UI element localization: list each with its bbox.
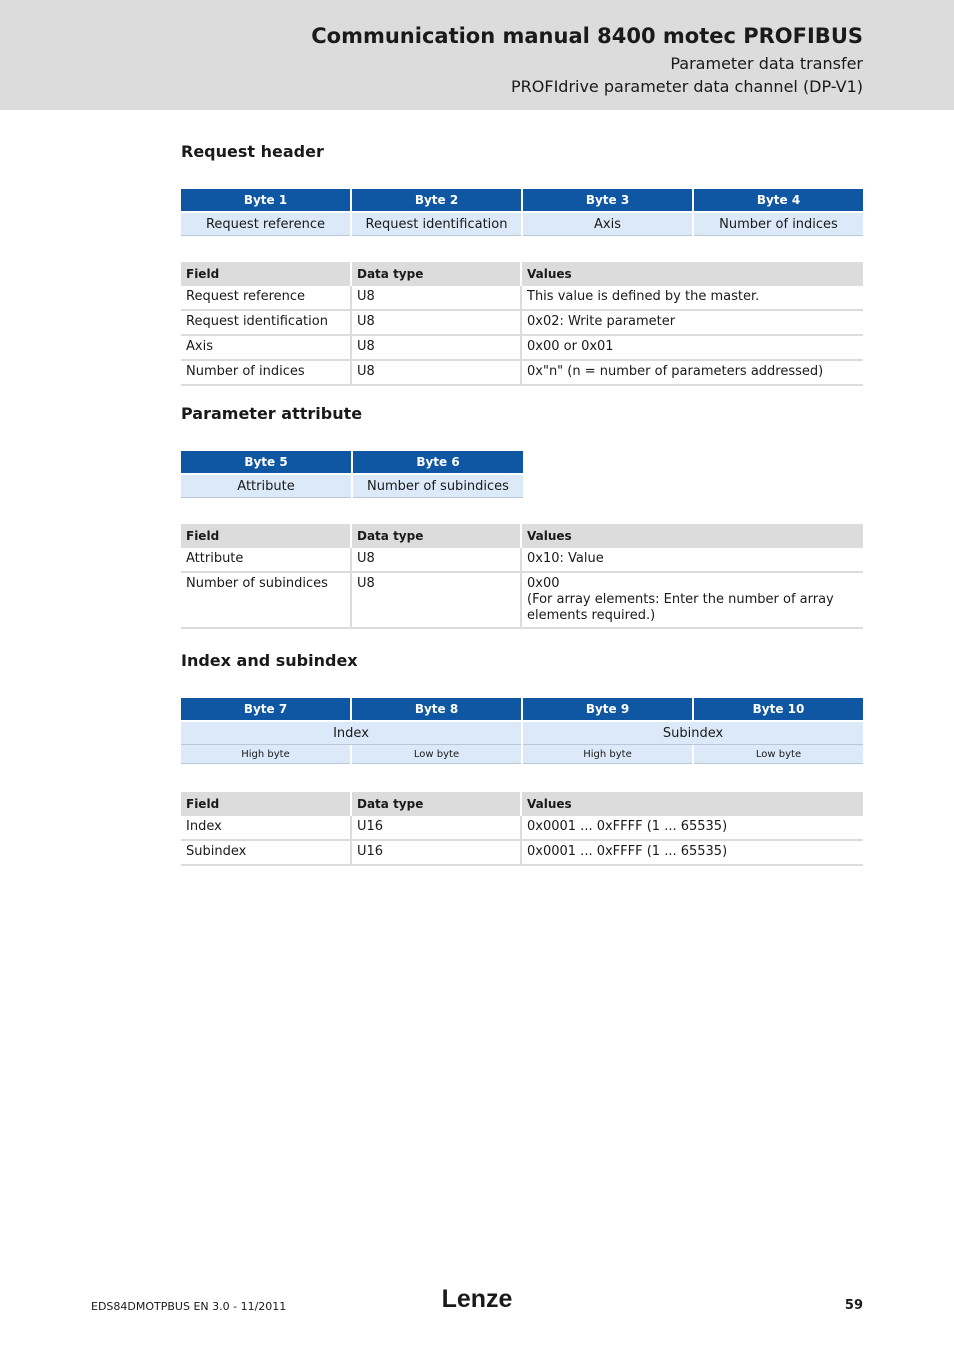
section-title-index-subindex: Index and subindex	[181, 651, 358, 670]
column-header: Data type	[351, 262, 521, 286]
byte-value: Request identification	[352, 211, 521, 236]
byte-group: Subindex	[523, 720, 863, 745]
column-header: Field	[181, 792, 351, 816]
field-cell: Request reference	[181, 286, 351, 310]
table-row	[181, 360, 863, 385]
column-header: Values	[521, 792, 863, 816]
byte-value: Attribute	[181, 473, 351, 498]
parameter-attribute-byte-table	[179, 451, 525, 498]
table-row	[181, 816, 863, 840]
section-title-request-header: Request header	[181, 142, 324, 161]
logo-text: Lenze	[441, 1285, 513, 1313]
byte-header: Byte 1	[181, 189, 350, 211]
byte-header: Byte 8	[352, 698, 521, 720]
column-header: Data type	[351, 792, 521, 816]
section-path: PROFIdrive parameter data channel (DP-V1)	[511, 77, 863, 96]
column-header: Values	[521, 262, 863, 286]
table-row	[181, 840, 863, 865]
field-cell: Axis	[181, 335, 351, 360]
table-row	[181, 310, 863, 335]
values-note: (For array elements: Enter the number of array elements required.)	[527, 592, 834, 623]
byte-header: Byte 3	[523, 189, 692, 211]
column-header: Data type	[351, 524, 521, 548]
datatype-cell: U8	[351, 310, 521, 335]
values-cell	[521, 572, 863, 628]
lenze-logo	[437, 1285, 517, 1313]
document-title: Communication manual 8400 motec PROFIBUS	[311, 24, 863, 48]
field-cell: Attribute	[181, 548, 351, 572]
byte-header: Byte 4	[694, 189, 863, 211]
section-title-parameter-attribute: Parameter attribute	[181, 404, 363, 423]
column-header: Field	[181, 262, 351, 286]
byte-value: Number of indices	[694, 211, 863, 236]
page-number: 59	[844, 1298, 863, 1313]
datatype-cell: U16	[351, 816, 521, 840]
request-header-field-table	[181, 262, 863, 386]
field-cell: Subindex	[181, 840, 351, 865]
values-cell: 0x10: Value	[521, 548, 863, 572]
byte-sub: High byte	[181, 745, 350, 764]
byte-header: Byte 6	[353, 451, 523, 473]
values-cell: 0x"n" (n = number of parameters addressed)	[521, 360, 863, 385]
byte-sub: High byte	[523, 745, 692, 764]
byte-sub: Low byte	[352, 745, 521, 764]
table-row	[181, 548, 863, 572]
table-row	[181, 286, 863, 310]
field-cell: Number of indices	[181, 360, 351, 385]
byte-value: Axis	[523, 211, 692, 236]
field-cell: Number of subindices	[181, 572, 351, 628]
field-cell: Index	[181, 816, 351, 840]
values-cell: 0x0001 ... 0xFFFF (1 ... 65535)	[521, 816, 863, 840]
request-header-byte-table	[179, 189, 865, 236]
datatype-cell: U8	[351, 548, 521, 572]
column-header: Field	[181, 524, 351, 548]
table-row	[181, 572, 863, 628]
values-cell: This value is defined by the master.	[521, 286, 863, 310]
datatype-cell: U8	[351, 572, 521, 628]
document-id: EDS84DMOTPBUS EN 3.0 - 11/2011	[91, 1300, 287, 1313]
byte-value: Number of subindices	[353, 473, 523, 498]
byte-header: Byte 9	[523, 698, 692, 720]
datatype-cell: U8	[351, 360, 521, 385]
datatype-cell: U16	[351, 840, 521, 865]
field-cell: Request identification	[181, 310, 351, 335]
byte-header: Byte 7	[181, 698, 350, 720]
byte-header: Byte 2	[352, 189, 521, 211]
byte-group: Index	[181, 720, 521, 745]
byte-value: Request reference	[181, 211, 350, 236]
byte-header: Byte 5	[181, 451, 351, 473]
chapter-title: Parameter data transfer	[670, 54, 863, 73]
table-row	[181, 335, 863, 360]
column-header: Values	[521, 524, 863, 548]
datatype-cell: U8	[351, 335, 521, 360]
index-subindex-byte-table	[179, 698, 865, 764]
values-cell: 0x00 or 0x01	[521, 335, 863, 360]
datatype-cell: U8	[351, 286, 521, 310]
values-cell: 0x0001 ... 0xFFFF (1 ... 65535)	[521, 840, 863, 865]
values-cell: 0x02: Write parameter	[521, 310, 863, 335]
byte-header: Byte 10	[694, 698, 863, 720]
byte-sub: Low byte	[694, 745, 863, 764]
index-subindex-field-table	[181, 792, 863, 866]
values-line: 0x00	[527, 576, 560, 591]
parameter-attribute-field-table	[181, 524, 863, 629]
